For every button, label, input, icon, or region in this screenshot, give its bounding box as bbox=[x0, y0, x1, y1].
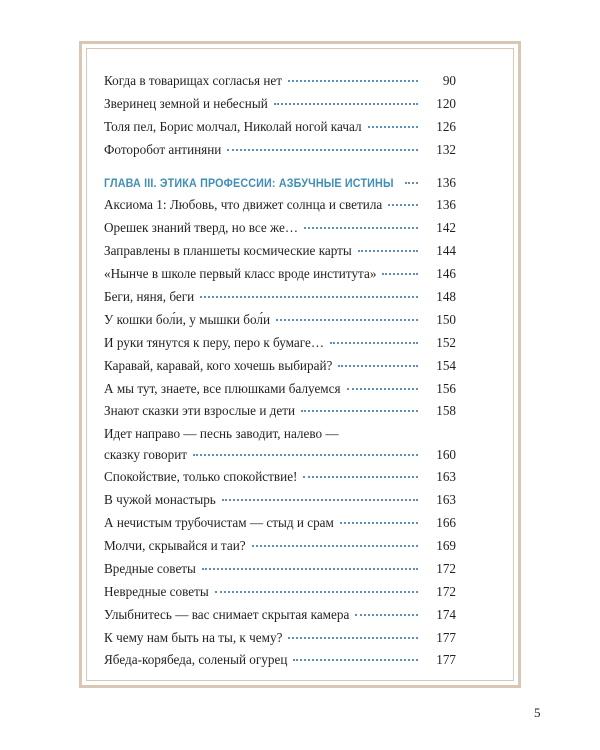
dot-leader bbox=[303, 476, 418, 478]
toc-entry-multiline[interactable] bbox=[104, 423, 456, 466]
toc-entry-page: 144 bbox=[436, 243, 456, 259]
toc-entry-page: 90 bbox=[442, 73, 456, 88]
dot-leader bbox=[330, 342, 418, 344]
dot-leader bbox=[288, 80, 418, 82]
toc-entry-page: 172 bbox=[436, 583, 456, 599]
toc-entry[interactable] bbox=[104, 378, 456, 401]
dot-leader bbox=[382, 273, 418, 275]
toc-entry[interactable] bbox=[104, 286, 456, 309]
toc-entry-page: 150 bbox=[436, 311, 456, 327]
toc-entry-page: 174 bbox=[436, 606, 456, 622]
toc-entry-title: Фоторобот антиняни bbox=[104, 141, 222, 157]
toc-entry[interactable] bbox=[104, 332, 456, 355]
dot-leader bbox=[200, 296, 418, 298]
toc-entry-title: В чужой монастырь bbox=[104, 492, 216, 508]
toc-entry-page: 177 bbox=[436, 629, 456, 645]
dot-leader bbox=[355, 614, 418, 616]
toc-entry-page: 126 bbox=[436, 118, 456, 134]
chapter-title: ГЛАВА III. ЭТИКА ПРОФЕССИИ: АЗБУЧНЫЕ ИСТИНЫ bbox=[104, 175, 394, 190]
dot-leader bbox=[340, 522, 418, 524]
toc-entry[interactable] bbox=[104, 355, 456, 378]
toc-entry-title: Каравай, каравай, кого хочешь выбирай? bbox=[104, 357, 333, 373]
dot-leader bbox=[222, 499, 418, 501]
toc-entry[interactable] bbox=[104, 649, 456, 672]
toc-chapter-heading[interactable] bbox=[104, 172, 456, 195]
toc-entry-title: Зверинец земной и небесный bbox=[104, 95, 268, 111]
toc-entry-page: 152 bbox=[436, 334, 456, 350]
toc-entry-page: 163 bbox=[436, 469, 456, 485]
toc-entry[interactable] bbox=[104, 139, 456, 162]
dot-leader bbox=[301, 410, 418, 412]
toc-entry-page: 177 bbox=[436, 652, 456, 668]
toc-entry-title-line1: Идет направо — песнь заводит, налево — bbox=[104, 426, 339, 442]
toc-entry[interactable] bbox=[104, 93, 456, 116]
dot-leader bbox=[274, 103, 418, 105]
toc-entry-page: 156 bbox=[436, 380, 456, 396]
dot-leader bbox=[252, 545, 418, 547]
toc-entry[interactable] bbox=[104, 116, 456, 139]
toc-entry-title: У кошки бол́и, у мышки бол́и bbox=[104, 311, 271, 327]
dot-leader bbox=[215, 591, 418, 593]
dot-leader bbox=[405, 182, 418, 184]
toc-entry-title: Невредные советы bbox=[104, 583, 209, 599]
toc-entry-title: Когда в товарищах согласья нет bbox=[104, 73, 283, 88]
toc-entry-page: 132 bbox=[436, 141, 456, 157]
dot-leader bbox=[276, 319, 418, 321]
toc-entry-page: 160 bbox=[436, 447, 456, 463]
toc-entry-title: Молчи, скрывайся и таи? bbox=[104, 538, 246, 554]
dot-leader bbox=[227, 149, 418, 151]
toc-entry-page: 148 bbox=[436, 289, 456, 305]
toc-entry[interactable] bbox=[104, 263, 456, 286]
toc-entry-title: Аксиома 1: Любовь, что движет солнца и светила bbox=[104, 197, 383, 213]
toc-entry-title: Орешек знаний тверд, но все же… bbox=[104, 220, 299, 236]
chapter-page: 136 bbox=[436, 174, 456, 190]
toc-entry-title: «Нынче в школе первый класс вроде института» bbox=[104, 266, 377, 282]
table-of-contents bbox=[104, 70, 456, 672]
toc-entry[interactable] bbox=[104, 240, 456, 263]
toc-entry-page: 158 bbox=[436, 403, 456, 419]
dot-leader bbox=[388, 204, 418, 206]
toc-entry-title: Ябеда-корябеда, соленый огурец bbox=[104, 652, 288, 668]
toc-entry[interactable] bbox=[104, 309, 456, 332]
toc-entry-page: 169 bbox=[436, 538, 456, 554]
toc-entry-title: Заправлены в планшеты космические карты bbox=[104, 243, 352, 259]
toc-entry-title: Толя пел, Борис молчал, Николай ногой качал bbox=[104, 118, 362, 134]
toc-entry-title: И руки тянутся к перу, перо к бумаге… bbox=[104, 334, 325, 350]
toc-entry[interactable] bbox=[104, 400, 456, 423]
toc-entry[interactable] bbox=[104, 489, 456, 512]
dot-leader bbox=[293, 659, 418, 661]
toc-entry[interactable] bbox=[104, 217, 456, 240]
toc-entry-title: Беги, няня, беги bbox=[104, 289, 195, 305]
toc-entry[interactable] bbox=[104, 558, 456, 581]
dot-leader bbox=[347, 388, 418, 390]
toc-entry-title: Вредные советы bbox=[104, 560, 196, 576]
toc-entry-page: 172 bbox=[436, 560, 456, 576]
toc-entry-page: 166 bbox=[436, 515, 456, 531]
dot-leader bbox=[288, 637, 418, 639]
dot-leader bbox=[368, 126, 418, 128]
dot-leader bbox=[202, 568, 418, 570]
dot-leader bbox=[304, 227, 418, 229]
toc-entry-page: 142 bbox=[436, 220, 456, 236]
toc-entry-title: А мы тут, знаете, все плюшками балуемся bbox=[104, 380, 341, 396]
toc-entry-title: Знают сказки эти взрослые и дети bbox=[104, 403, 296, 419]
toc-entry-page: 163 bbox=[436, 492, 456, 508]
toc-entry[interactable] bbox=[104, 466, 456, 489]
toc-entry-title-line2: сказку говорит bbox=[104, 447, 188, 463]
dot-leader bbox=[358, 250, 418, 252]
toc-entry[interactable] bbox=[104, 70, 456, 93]
toc-entry[interactable] bbox=[104, 535, 456, 558]
dot-leader bbox=[338, 365, 418, 367]
toc-entry[interactable] bbox=[104, 194, 456, 217]
toc-entry[interactable] bbox=[104, 512, 456, 535]
toc-entry-title: Улыбнитесь — вас снимает скрытая камера bbox=[104, 606, 350, 622]
toc-entry-page: 136 bbox=[436, 197, 456, 213]
toc-entry-title: Спокойствие, только спокойствие! bbox=[104, 469, 298, 485]
toc-entry-page: 154 bbox=[436, 357, 456, 373]
dot-leader bbox=[193, 454, 418, 456]
toc-entry-page: 120 bbox=[436, 95, 456, 111]
toc-entry-title: А нечистым трубочистам — стыд и срам bbox=[104, 515, 334, 531]
toc-entry[interactable] bbox=[104, 581, 456, 604]
toc-entry[interactable] bbox=[104, 627, 456, 650]
toc-entry-page: 146 bbox=[436, 266, 456, 282]
toc-entry-title: К чему нам быть на ты, к чему? bbox=[104, 629, 283, 645]
toc-entry[interactable] bbox=[104, 604, 456, 627]
page-number: 5 bbox=[534, 705, 541, 720]
